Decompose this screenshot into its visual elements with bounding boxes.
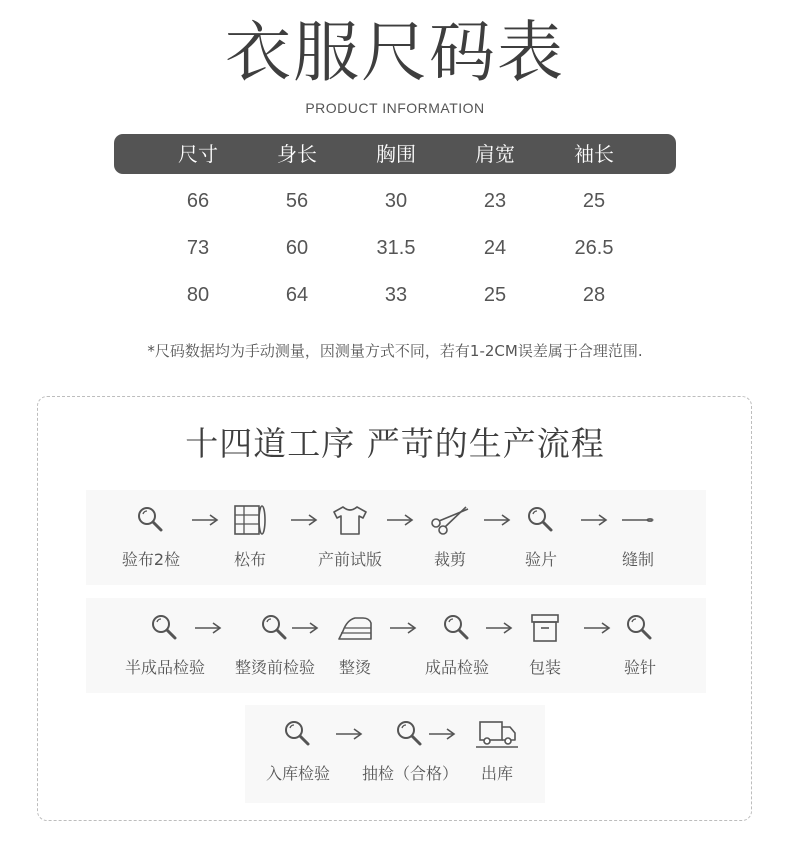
header-sleeve: 袖长 (574, 142, 614, 166)
process-step-label: 整烫前检验 (234, 658, 315, 677)
table-cell: 64 (285, 284, 309, 306)
magnifier-icon (148, 611, 182, 645)
process-step-label: 裁剪 (433, 550, 466, 569)
table-cell: 28 (582, 284, 606, 306)
process-step (580, 611, 700, 678)
process-step-label: 整烫 (338, 658, 371, 677)
magnifier-icon (440, 611, 474, 645)
table-cell: 80 (186, 284, 210, 306)
table-cell: 25 (483, 284, 507, 306)
process-step-label: 验针 (623, 658, 656, 677)
magnifier-icon (393, 717, 427, 751)
process-step-label: 抽检（合格） (361, 764, 458, 783)
fabric-roll-icon (230, 503, 270, 537)
table-cell: 23 (483, 190, 507, 212)
table-cell: 60 (285, 237, 309, 259)
magnifier-icon (524, 503, 558, 537)
table-cell: 33 (384, 284, 408, 306)
header-shoulder: 肩宽 (475, 142, 515, 166)
table-cell: 31.5 (376, 237, 416, 259)
header-size: 尺寸 (178, 142, 218, 166)
needle-icon (618, 503, 658, 537)
truck-icon (474, 717, 520, 751)
box-icon (528, 611, 562, 645)
iron-icon (335, 611, 375, 645)
measurement-note: *尺码数据均为手动测量，因测量方式不同，若有1-2CM误差属于合理范围. (147, 342, 643, 360)
table-cell: 24 (483, 237, 507, 259)
process-step-label: 验布2检 (121, 550, 181, 569)
size-table-header (114, 134, 676, 174)
page-title: 衣服尺码表 (225, 14, 565, 91)
magnifier-icon (623, 611, 657, 645)
process-step-label: 松布 (233, 550, 266, 569)
table-cell: 25 (582, 190, 606, 212)
process-title: 十四道工序 严苛的生产流程 (185, 424, 605, 463)
process-step (578, 503, 698, 570)
scissors-icon (428, 503, 472, 537)
table-cell: 26.5 (574, 237, 614, 259)
process-step-label: 出库 (480, 764, 513, 783)
process-step-label: 验片 (524, 550, 557, 569)
process-step (437, 717, 557, 784)
table-cell: 73 (186, 237, 210, 259)
header-length: 身长 (277, 142, 317, 166)
magnifier-icon (281, 717, 315, 751)
process-step-label: 半成品检验 (124, 658, 205, 677)
process-step-label: 缝制 (621, 550, 654, 569)
tshirt-icon (330, 503, 370, 537)
process-step-label: 入库检验 (265, 764, 330, 783)
process-step-label: 成品检验 (424, 658, 489, 677)
table-cell: 56 (285, 190, 309, 212)
table-cell: 66 (186, 190, 210, 212)
table-cell: 30 (384, 190, 408, 212)
magnifier-icon (258, 611, 292, 645)
header-chest: 胸围 (376, 142, 416, 166)
page-subtitle: PRODUCT INFORMATION (305, 100, 485, 116)
magnifier-icon (134, 503, 168, 537)
process-step-label: 包装 (528, 658, 561, 677)
process-step-label: 产前试版 (317, 550, 382, 569)
